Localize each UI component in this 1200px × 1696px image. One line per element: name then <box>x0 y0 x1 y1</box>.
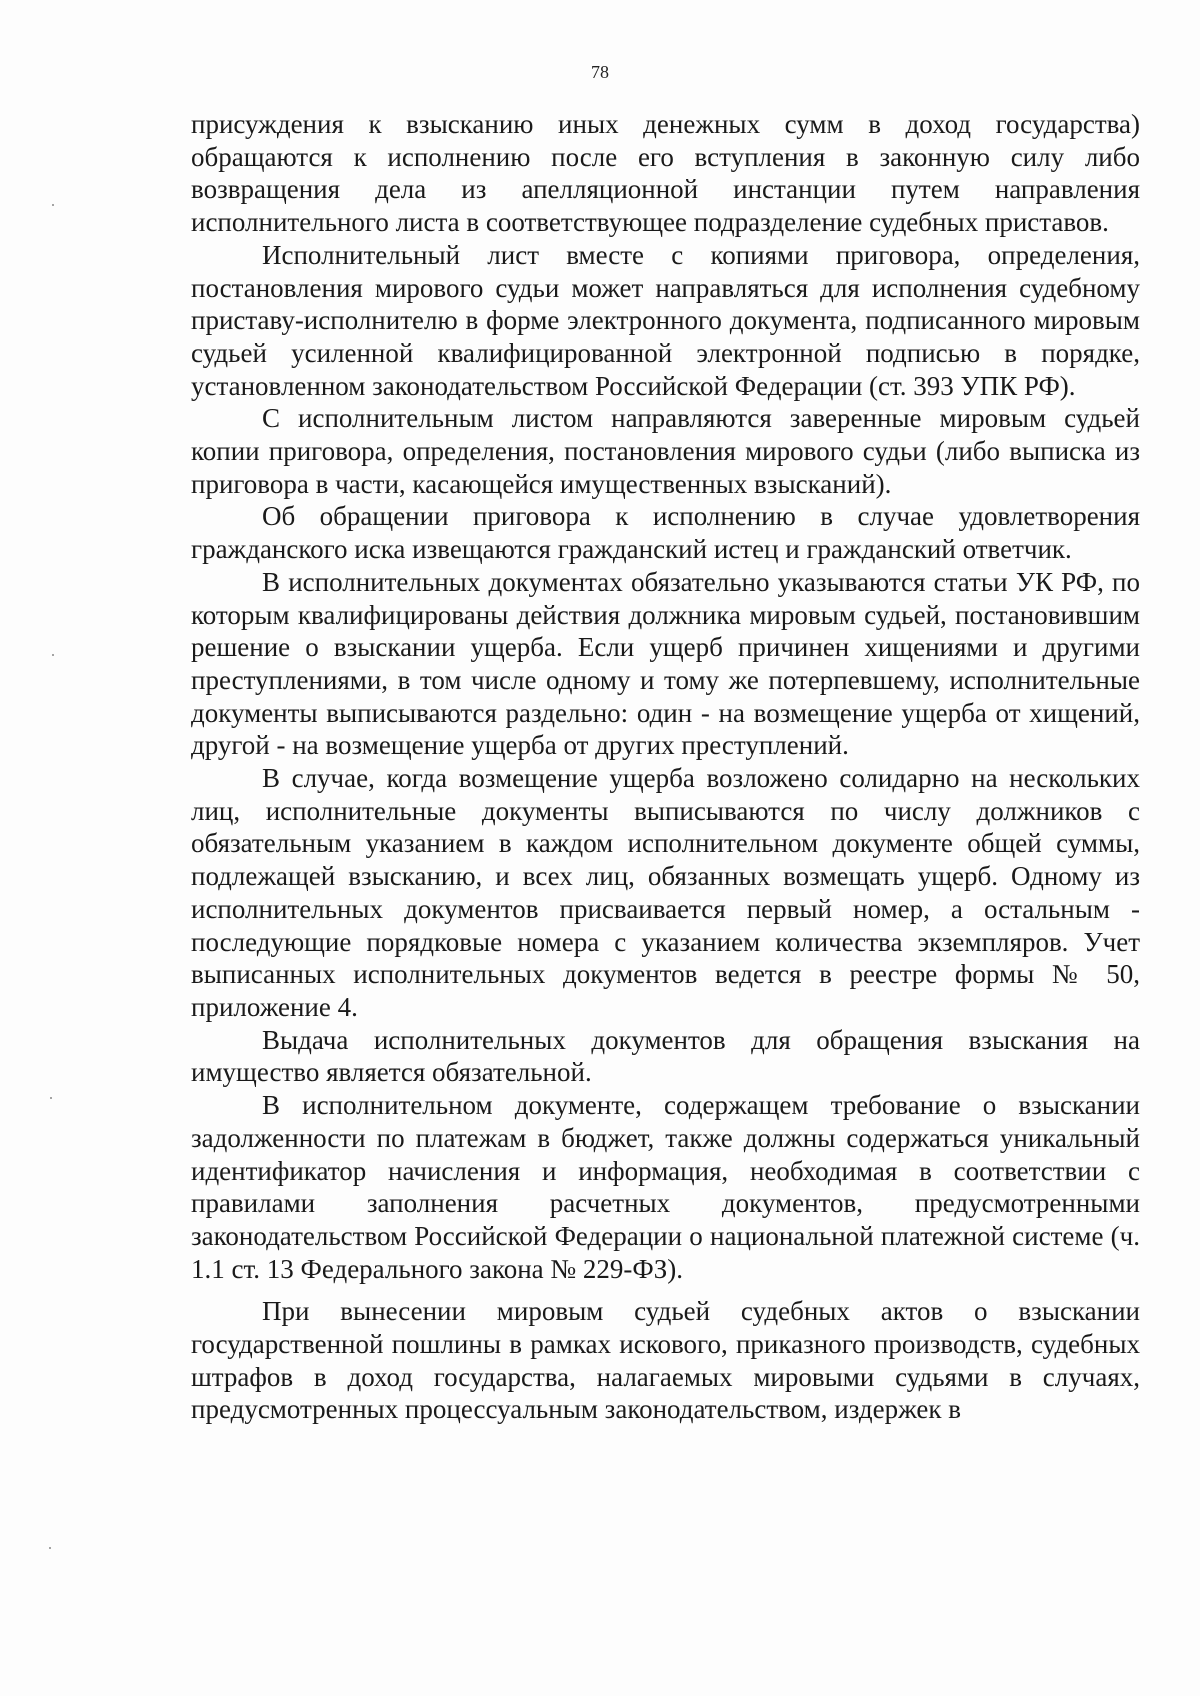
paragraph-6: В случае, когда возмещение ущерба возложено солидарно на нескольких лиц, исполнительные документы выписываются по числу должников с обязательным указанием в каждом исполнительном документе общей суммы, подлежащей взысканию, и всех лиц, обязанных возмещать ущерб. Одному из исполнительных документов присваивается первый номер, а остальным - последующие порядковые номера с указанием количества экземпляров. Учет выписанных исполнительных документов ведется в реестре формы № 50, приложение 4. <box>191 763 1140 1022</box>
scan-speck <box>50 1097 52 1099</box>
scan-speck <box>49 1547 51 1549</box>
paragraph-1: присуждения к взысканию иных денежных сумм в доход государства) обращаются к исполнению после его вступления в законную силу либо возвращения дела из апелляционной инстанции путем направления исполнительного листа в соответствующее подразделение судебных приставов. <box>191 109 1140 238</box>
paragraph-9: При вынесении мировым судьей судебных актов о взыскании государственной пошлины в рамках искового, приказного производств, судебных штрафов в доход государства, налагаемых мировыми судьями в случаях, предусмотренных процессуальным законодательством, издержек в <box>191 1296 1140 1425</box>
paragraph-4: Об обращении приговора к исполнению в случае удовлетворения гражданского иска извещаются гражданский истец и гражданский ответчик. <box>191 501 1140 565</box>
page-number: 78 <box>591 62 609 82</box>
document-body <box>191 108 1140 1426</box>
paragraph-8: В исполнительном документе, содержащем требование о взыскании задолженности по платежам в бюджет, также должны содержаться уникальный идентификатор начисления и информация, необходимая в соответствии с правилами заполнения расчетных документов, предусмотренными законодательством Российской Федерации о национальной платежной системе (ч. 1.1 ст. 13 Федерального закона № 229-ФЗ). <box>191 1090 1140 1284</box>
paragraph-3: С исполнительным листом направляются заверенные мировым судьей копии приговора, определения, постановления мирового судьи (либо выписка из приговора в части, касающейся имущественных взысканий). <box>191 403 1140 499</box>
paragraph-2: Исполнительный лист вместе с копиями приговора, определения, постановления мирового судьи может направляться для исполнения судебному приставу-исполнителю в форме электронного документа, подписанного мировым судьей усиленной квалифицированной электронной подписью в порядке, установленном законодательством Российской Федерации (ст. 393 УПК РФ). <box>191 239 1140 401</box>
scan-speck <box>52 654 54 656</box>
scan-speck <box>52 204 54 206</box>
paragraph-5: В исполнительных документах обязательно указываются статьи УК РФ, по которым квалифицированы действия должника мировым судьей, постановившим решение о взыскании ущерба. Если ущерб причинен хищениями и другими преступлениями, в том числе одному и тому же потерпевшему, исполнительные документы выписываются раздельно: один - на возмещение ущерба от хищений, другой - на возмещение ущерба от других преступлений. <box>191 566 1140 761</box>
paragraph-7: Выдача исполнительных документов для обращения взыскания на имущество является обязательной. <box>191 1024 1140 1088</box>
